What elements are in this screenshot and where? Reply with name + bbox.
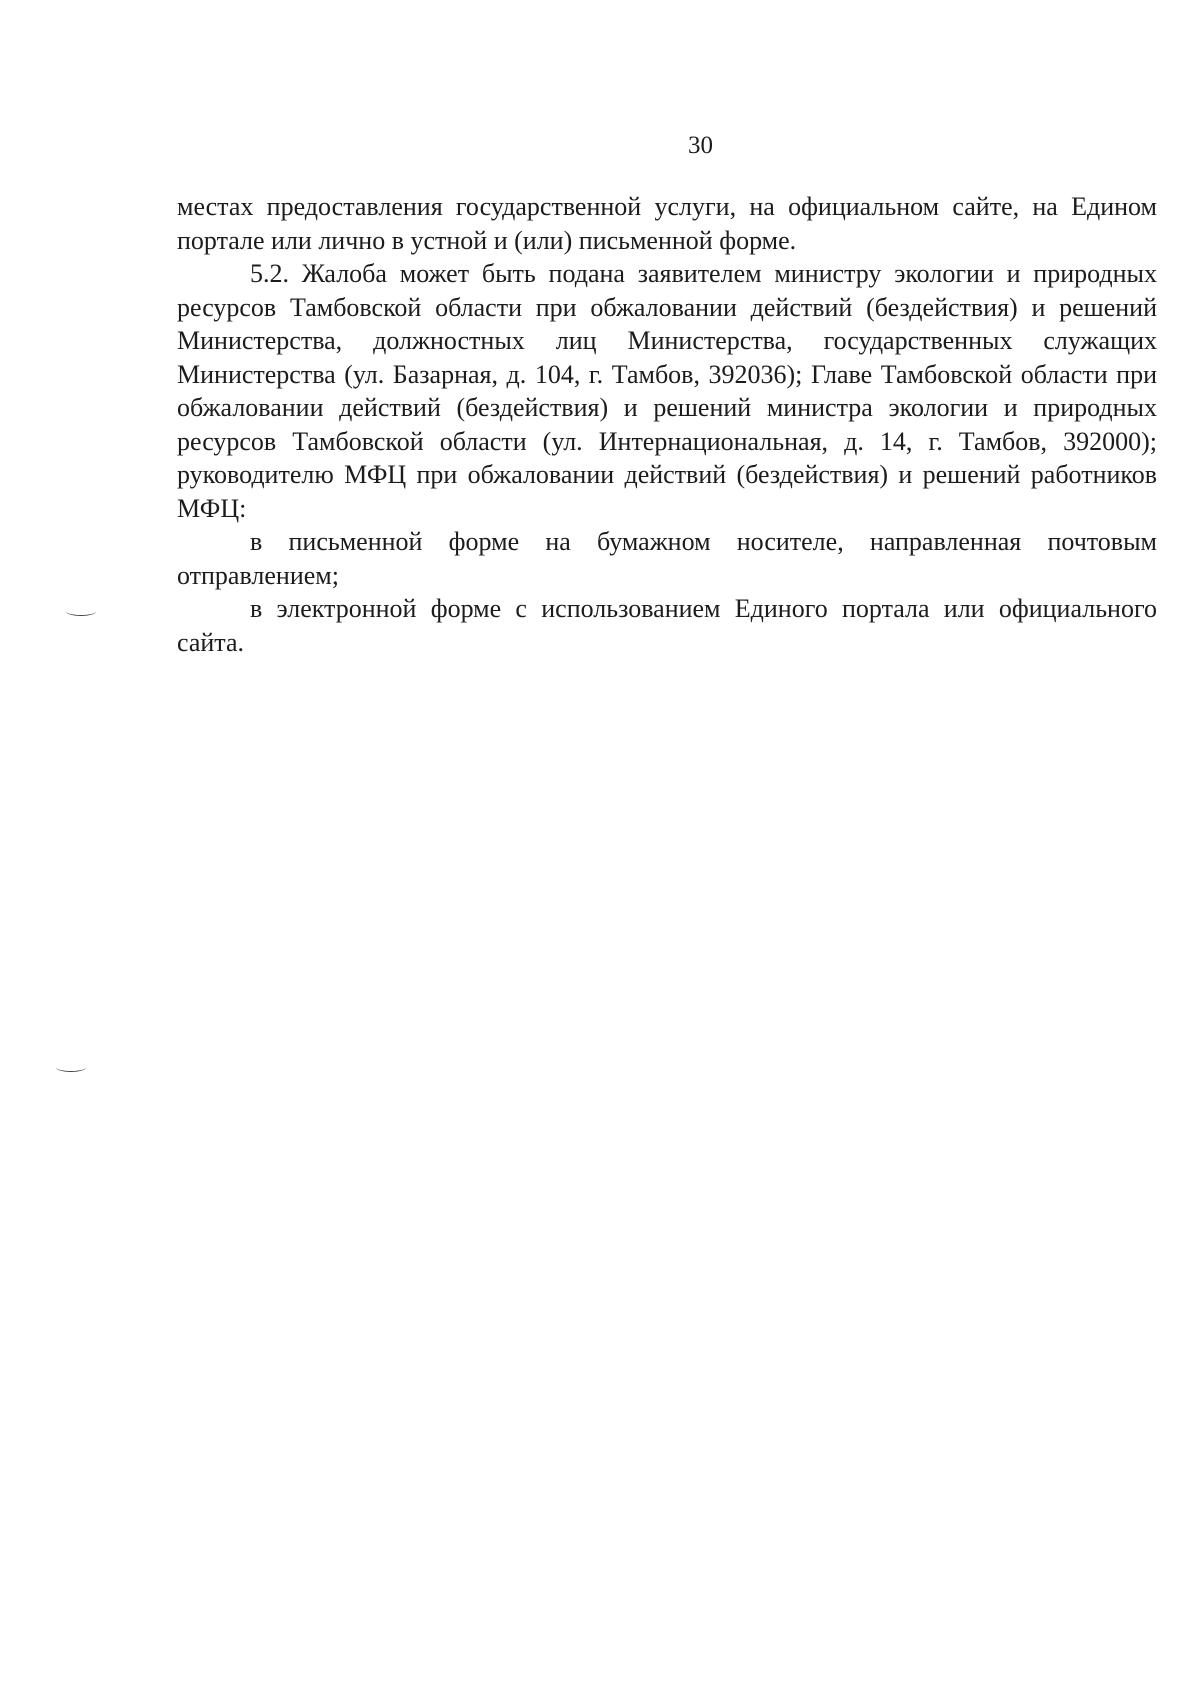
page-number: 30	[688, 132, 713, 159]
scan-margin-mark	[66, 607, 96, 616]
scan-margin-mark	[56, 1063, 86, 1072]
document-body	[177, 190, 1157, 659]
paragraph-continuation: местах предоставления государственной услуги, на официальном сайте, на Едином портале или лично в устной и (или) письменной форме.	[177, 192, 1157, 255]
paragraph-electronic-form: в электронной форме с использованием Единого портала или официального сайта.	[177, 594, 1157, 657]
paragraph-paper-form: в письменной форме на бумажном носителе, направленная почтовым отправлением;	[177, 527, 1157, 590]
paragraph-5-2: 5.2. Жалоба может быть подана заявителем министру экологии и природных ресурсов Тамбовской области при обжаловании действий (бездействия) и решений Министерства, должностных лиц Министерства, государственных служащих Министерства (ул. Базарная, д. 104, г. Тамбов, 392036); Главе Тамбовской области при обжаловании действий (бездействия) и решений министра экологии и природных ресурсов Тамбовской области (ул. Интернациональная, д. 14, г. Тамбов, 392000); руководителю МФЦ при обжаловании действий (бездействия) и решений работников МФЦ:	[177, 259, 1157, 523]
